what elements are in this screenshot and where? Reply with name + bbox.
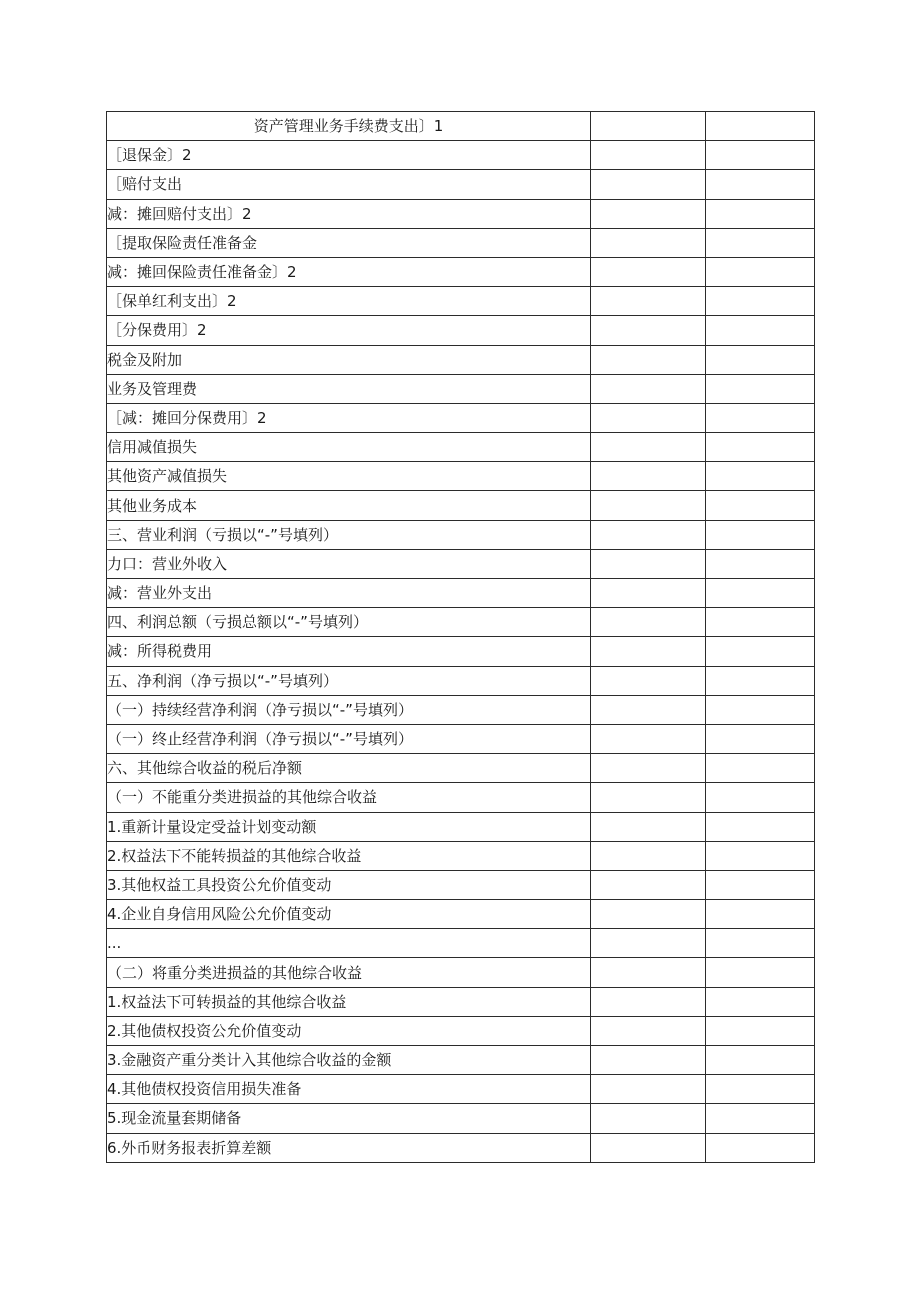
current-period-cell	[591, 929, 706, 958]
current-period-cell	[591, 491, 706, 520]
row-item-label: ［赔付支出	[107, 175, 183, 194]
row-item-label: 6.外币财务报表折算差额	[107, 1138, 272, 1157]
row-item-cell	[107, 900, 591, 929]
prior-period-cell	[706, 403, 815, 432]
table-row	[107, 170, 815, 199]
row-item-cell	[107, 462, 591, 491]
row-item-cell	[107, 199, 591, 228]
table-row	[107, 199, 815, 228]
table-row	[107, 491, 815, 520]
row-item-label: （一）终止经营净利润（净亏损以“-”号填列）	[107, 730, 413, 749]
prior-period-cell	[706, 112, 815, 141]
prior-period-cell	[706, 1104, 815, 1133]
row-item-cell	[107, 608, 591, 637]
current-period-cell	[591, 287, 706, 316]
prior-period-cell	[706, 520, 815, 549]
table-row	[107, 579, 815, 608]
income-statement-body	[107, 112, 815, 1163]
row-item-cell	[107, 228, 591, 257]
current-period-cell	[591, 900, 706, 929]
prior-period-cell	[706, 491, 815, 520]
prior-period-cell	[706, 549, 815, 578]
prior-period-cell	[706, 199, 815, 228]
row-item-cell	[107, 403, 591, 432]
table-row	[107, 1075, 815, 1104]
current-period-cell	[591, 1046, 706, 1075]
row-item-cell	[107, 1104, 591, 1133]
table-row	[107, 812, 815, 841]
table-row	[107, 403, 815, 432]
current-period-cell	[591, 199, 706, 228]
table-row	[107, 141, 815, 170]
row-item-cell	[107, 666, 591, 695]
row-item-cell	[107, 579, 591, 608]
row-item-label: （二）将重分类进损益的其他综合收益	[107, 963, 363, 982]
table-row	[107, 287, 815, 316]
prior-period-cell	[706, 1133, 815, 1162]
prior-period-cell	[706, 929, 815, 958]
row-item-cell	[107, 316, 591, 345]
current-period-cell	[591, 812, 706, 841]
current-period-cell	[591, 841, 706, 870]
row-item-label: ［保单红利支出〕2	[107, 292, 237, 311]
row-item-label: 1.重新计量设定受益计划变动额	[107, 817, 317, 836]
row-item-label: 5.现金流量套期储备	[107, 1109, 242, 1128]
row-item-cell	[107, 491, 591, 520]
current-period-cell	[591, 141, 706, 170]
prior-period-cell	[706, 1075, 815, 1104]
row-item-label: ［退保金〕2	[107, 146, 192, 165]
row-item-label: 4.企业自身信用风险公允价值变动	[107, 905, 332, 924]
prior-period-cell	[706, 870, 815, 899]
current-period-cell	[591, 783, 706, 812]
prior-period-cell	[706, 783, 815, 812]
table-row	[107, 870, 815, 899]
row-item-label: ［提取保险责任准备金	[107, 233, 258, 252]
prior-period-cell	[706, 724, 815, 753]
row-item-cell	[107, 958, 591, 987]
table-row	[107, 112, 815, 141]
row-item-label: 力口：营业外收入	[107, 554, 228, 573]
current-period-cell	[591, 316, 706, 345]
row-item-label: 资产管理业务手续费支出〕1	[253, 117, 444, 136]
row-item-cell	[107, 433, 591, 462]
current-period-cell	[591, 257, 706, 286]
current-period-cell	[591, 170, 706, 199]
row-item-label: 2.其他债权投资公允价值变动	[107, 1021, 302, 1040]
row-item-label: 三、营业利润（亏损以“-”号填列）	[107, 525, 338, 544]
prior-period-cell	[706, 637, 815, 666]
current-period-cell	[591, 1075, 706, 1104]
current-period-cell	[591, 112, 706, 141]
current-period-cell	[591, 666, 706, 695]
current-period-cell	[591, 637, 706, 666]
row-item-cell	[107, 841, 591, 870]
row-item-label: （一）不能重分类进损益的其他综合收益	[107, 788, 378, 807]
row-item-cell	[107, 257, 591, 286]
prior-period-cell	[706, 374, 815, 403]
current-period-cell	[591, 608, 706, 637]
current-period-cell	[591, 433, 706, 462]
prior-period-cell	[706, 841, 815, 870]
row-item-cell	[107, 345, 591, 374]
row-item-label: ［减：摊回分保费用〕2	[107, 408, 267, 427]
table-row	[107, 666, 815, 695]
prior-period-cell	[706, 754, 815, 783]
prior-period-cell	[706, 433, 815, 462]
table-row	[107, 1016, 815, 1045]
row-item-label: 1.权益法下可转损益的其他综合收益	[107, 992, 347, 1011]
prior-period-cell	[706, 900, 815, 929]
prior-period-cell	[706, 608, 815, 637]
current-period-cell	[591, 695, 706, 724]
row-item-label: 五、净利润（净亏损以“-”号填列）	[107, 671, 338, 690]
row-item-label: ...	[107, 934, 122, 953]
current-period-cell	[591, 724, 706, 753]
row-item-cell	[107, 870, 591, 899]
table-row	[107, 1133, 815, 1162]
current-period-cell	[591, 520, 706, 549]
current-period-cell	[591, 403, 706, 432]
table-row	[107, 374, 815, 403]
current-period-cell	[591, 1133, 706, 1162]
table-row	[107, 637, 815, 666]
row-item-cell	[107, 520, 591, 549]
table-row	[107, 783, 815, 812]
row-item-label: 其他业务成本	[107, 496, 198, 515]
row-item-cell	[107, 929, 591, 958]
table-row	[107, 754, 815, 783]
table-row	[107, 900, 815, 929]
row-item-cell	[107, 987, 591, 1016]
prior-period-cell	[706, 812, 815, 841]
prior-period-cell	[706, 958, 815, 987]
prior-period-cell	[706, 462, 815, 491]
row-item-label: 3.金融资产重分类计入其他综合收益的金额	[107, 1051, 392, 1070]
table-row	[107, 695, 815, 724]
row-item-label: ［分保费用〕2	[107, 321, 207, 340]
row-item-label: 减：营业外支出	[107, 584, 213, 603]
prior-period-cell	[706, 579, 815, 608]
row-item-label: 减：所得税费用	[107, 642, 213, 661]
table-row	[107, 520, 815, 549]
row-item-label: 3.其他权益工具投资公允价值变动	[107, 875, 332, 894]
row-item-label: （一）持续经营净利润（净亏损以“-”号填列）	[107, 700, 413, 719]
row-item-cell	[107, 1075, 591, 1104]
prior-period-cell	[706, 987, 815, 1016]
current-period-cell	[591, 579, 706, 608]
prior-period-cell	[706, 141, 815, 170]
row-item-cell	[107, 287, 591, 316]
row-item-cell	[107, 695, 591, 724]
row-item-label: 信用减值损失	[107, 438, 198, 457]
current-period-cell	[591, 1104, 706, 1133]
current-period-cell	[591, 228, 706, 257]
row-item-cell	[107, 112, 591, 141]
current-period-cell	[591, 870, 706, 899]
row-item-label: 四、利润总额（亏损总额以“-”号填列）	[107, 613, 368, 632]
prior-period-cell	[706, 666, 815, 695]
table-row	[107, 462, 815, 491]
row-item-label: 减：摊回赔付支出〕2	[107, 204, 252, 223]
current-period-cell	[591, 549, 706, 578]
row-item-cell	[107, 1133, 591, 1162]
prior-period-cell	[706, 345, 815, 374]
row-item-cell	[107, 812, 591, 841]
row-item-label: 六、其他综合收益的税后净额	[107, 759, 303, 778]
row-item-cell	[107, 754, 591, 783]
table-row	[107, 316, 815, 345]
table-row	[107, 929, 815, 958]
row-item-label: 税金及附加	[107, 350, 183, 369]
income-statement-table	[106, 111, 815, 1163]
current-period-cell	[591, 345, 706, 374]
current-period-cell	[591, 462, 706, 491]
table-row	[107, 841, 815, 870]
table-row	[107, 257, 815, 286]
row-item-cell	[107, 1046, 591, 1075]
prior-period-cell	[706, 695, 815, 724]
prior-period-cell	[706, 1016, 815, 1045]
prior-period-cell	[706, 257, 815, 286]
row-item-label: 业务及管理费	[107, 379, 198, 398]
table-row	[107, 987, 815, 1016]
prior-period-cell	[706, 1046, 815, 1075]
table-row	[107, 549, 815, 578]
current-period-cell	[591, 1016, 706, 1045]
current-period-cell	[591, 987, 706, 1016]
row-item-cell	[107, 170, 591, 199]
row-item-cell	[107, 637, 591, 666]
prior-period-cell	[706, 228, 815, 257]
current-period-cell	[591, 958, 706, 987]
row-item-cell	[107, 724, 591, 753]
current-period-cell	[591, 754, 706, 783]
row-item-label: 2.权益法下不能转损益的其他综合收益	[107, 846, 362, 865]
prior-period-cell	[706, 316, 815, 345]
row-item-cell	[107, 549, 591, 578]
row-item-label: 其他资产减值损失	[107, 467, 228, 486]
prior-period-cell	[706, 170, 815, 199]
table-row	[107, 345, 815, 374]
table-row	[107, 228, 815, 257]
table-row	[107, 608, 815, 637]
table-row	[107, 1046, 815, 1075]
table-row	[107, 1104, 815, 1133]
row-item-cell	[107, 1016, 591, 1045]
table-row	[107, 433, 815, 462]
current-period-cell	[591, 374, 706, 403]
table-row	[107, 724, 815, 753]
row-item-label: 4.其他债权投资信用损失准备	[107, 1080, 302, 1099]
row-item-cell	[107, 374, 591, 403]
row-item-cell	[107, 783, 591, 812]
prior-period-cell	[706, 287, 815, 316]
row-item-cell	[107, 141, 591, 170]
row-item-label: 减：摊回保险责任准备金〕2	[107, 263, 297, 282]
table-row	[107, 958, 815, 987]
